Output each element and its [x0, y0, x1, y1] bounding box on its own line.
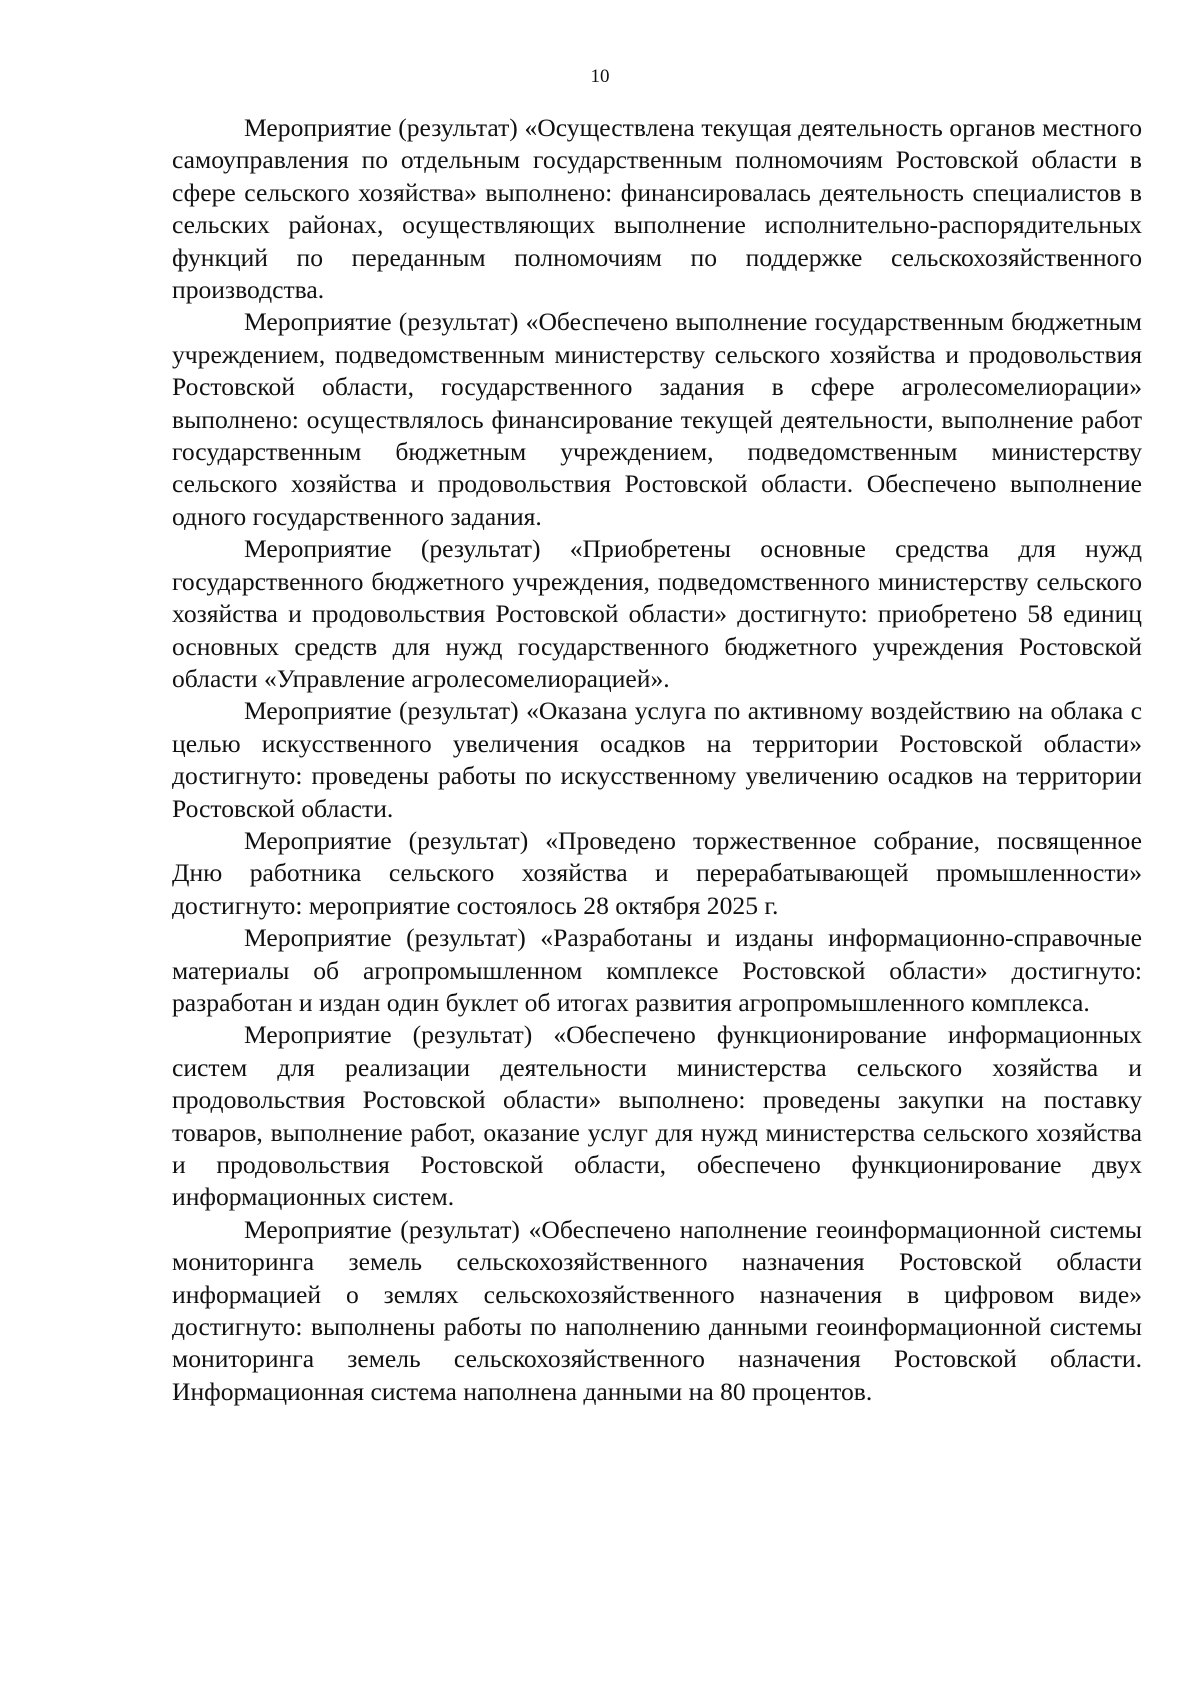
paragraph-1: Мероприятие (результат) «Осуществлена текущая деятельность органов местного самоуправления по отдельным государственным полномочиям Ростовской области в сфере сельского хозяйства» выполнено: финансировалась деятельность специалистов в сельских районах, осуществляющих выполнение исполнительно-распорядительных функций по переданным полномочиям по поддержке сельскохозяйственного производства. — [172, 113, 1142, 305]
page-number: 10 — [590, 66, 610, 87]
document-body — [172, 112, 1142, 1408]
paragraph-2: Мероприятие (результат) «Обеспечено выполнение государственным бюджетным учреждением, подведомственным министерству сельского хозяйства и продовольствия Ростовской области, государственного задания в сфере агролесомелиорации» выполнено: осуществлялось финансирование текущей деятельности, выполнение работ государственным бюджетным учреждением, подведомственным министерству сельского хозяйства и продовольствия Ростовской области. Обеспечено выполнение одного государственного задания. — [172, 307, 1142, 531]
paragraph-3: Мероприятие (результат) «Приобретены основные средства для нужд государственного бюджетного учреждения, подведомственного министерству сельского хозяйства и продовольствия Ростовской области» достигнуто: приобретено 58 единиц основных средств для нужд государственного бюджетного учреждения Ростовской области «Управление агролесомелиорацией». — [172, 534, 1142, 693]
paragraph-5: Мероприятие (результат) «Проведено торжественное собрание, посвященное Дню работника сельского хозяйства и перерабатывающей промышленности» достигнуто: мероприятие состоялось 28 октября 2025 г. — [172, 825, 1142, 920]
paragraph-8: Мероприятие (результат) «Обеспечено наполнение геоинформационной системы мониторинга земель сельскохозяйственного назначения Ростовской области информацией о землях сельскохозяйственного назначения в цифровом виде» достигнуто: выполнены работы по наполнению данными геоинформационной системы мониторинга земель сельскохозяйственного назначения Ростовской области. Информационная система наполнена данными на 80 процентов. — [172, 1214, 1142, 1406]
paragraph-7: Мероприятие (результат) «Обеспечено функционирование информационных систем для реализации деятельности министерства сельского хозяйства и продовольствия Ростовской области» выполнено: проведены закупки на поставку товаров, выполнение работ, оказание услуг для нужд министерства сельского хозяйства и продовольствия Ростовской области, обеспечено функционирование двух информационных систем. — [172, 1020, 1142, 1212]
paragraph-4: Мероприятие (результат) «Оказана услуга по активному воздействию на облака с целью искусственного увеличения осадков на территории Ростовской области» достигнуто: проведены работы по искусственному увеличению осадков на территории Ростовской области. — [172, 696, 1142, 823]
paragraph-6: Мероприятие (результат) «Разработаны и изданы информационно-справочные материалы об агропромышленном комплексе Ростовской области» достигнуто: разработан и издан один буклет об итогах развития агропромышленного комплекса. — [172, 923, 1142, 1017]
